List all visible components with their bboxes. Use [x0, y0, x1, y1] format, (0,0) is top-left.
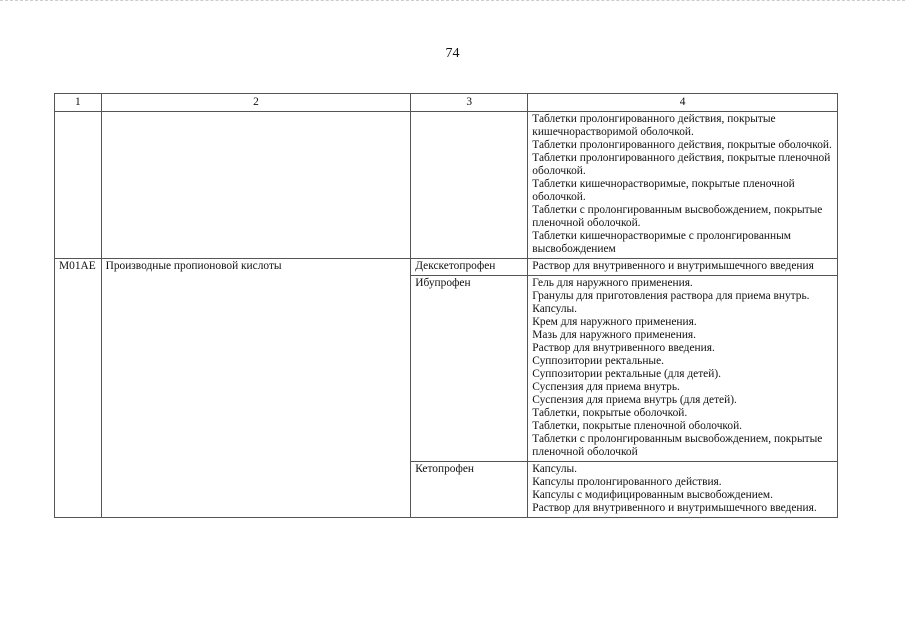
- dosage-form: Суспензия для приема внутрь (для детей).: [532, 394, 737, 406]
- dosage-form: Таблетки кишечнорастворимые, покрытые пленочной оболочкой.: [532, 178, 795, 203]
- dosage-form: Таблетки пролонгированного действия, покрытые оболочкой.: [532, 139, 832, 151]
- drug-table: [54, 93, 838, 518]
- dosage-forms-cell: [528, 276, 838, 462]
- drug-name-cell: Декскетопрофен: [411, 259, 528, 276]
- dosage-form: Крем для наружного применения.: [532, 316, 697, 328]
- column-header: 1: [55, 94, 102, 112]
- dosage-form: Таблетки пролонгированного действия, покрытые кишечнорастворимой оболочкой.: [532, 113, 776, 138]
- dosage-form: Суппозитории ректальные (для детей).: [532, 368, 721, 380]
- dosage-form: Суппозитории ректальные.: [532, 355, 664, 367]
- group-name-cell: Производные пропионовой кислоты: [101, 259, 411, 518]
- atc-code-cell: M01AE: [55, 259, 102, 518]
- empty-group-cell: [101, 112, 411, 259]
- dosage-form: Гранулы для приготовления раствора для приема внутрь.: [532, 290, 810, 302]
- dosage-form: Капсулы.: [532, 463, 578, 475]
- dosage-form: Раствор для внутривенного введения.: [532, 342, 715, 354]
- dosage-form: Капсулы с модифицированным высвобождением.: [532, 489, 773, 501]
- dosage-forms-cell: [528, 112, 838, 259]
- dosage-form: Таблетки, покрытые оболочкой.: [532, 407, 688, 419]
- dosage-form: Таблетки, покрытые пленочной оболочкой.: [532, 420, 743, 432]
- column-header: 4: [528, 94, 838, 112]
- dosage-form: Капсулы пролонгированного действия.: [532, 476, 722, 488]
- page-number: 74: [445, 46, 460, 61]
- dosage-form: Капсулы.: [532, 303, 578, 315]
- empty-drug-cell: [411, 112, 528, 259]
- dosage-form: Таблетки пролонгированного действия, покрытые пленочной оболочкой.: [532, 152, 831, 177]
- scan-edge: [0, 0, 905, 3]
- table-row-continuation: [55, 112, 838, 259]
- table-header-row: [55, 94, 838, 112]
- dosage-form: Мазь для наружного применения.: [532, 329, 697, 341]
- drug-name-cell: Ибупрофен: [411, 276, 528, 462]
- dosage-form: Суспензия для приема внутрь.: [532, 381, 680, 393]
- table-row-drug: [55, 259, 838, 276]
- dosage-form: Таблетки с пролонгированным высвобождением, покрытые пленочной оболочкой.: [532, 204, 823, 229]
- dosage-form: Таблетки кишечнорастворимые с пролонгированным высвобождением: [532, 230, 791, 255]
- dosage-forms-cell: [528, 259, 838, 276]
- column-header: 3: [411, 94, 528, 112]
- column-header: 2: [101, 94, 411, 112]
- dosage-forms-cell: [528, 462, 838, 518]
- dosage-form: Гель для наружного применения.: [532, 277, 693, 289]
- dosage-form: Раствор для внутривенного и внутримышечного введения: [532, 260, 814, 272]
- dosage-form: Таблетки с пролонгированным высвобождением, покрытые пленочной оболочкой: [532, 433, 823, 458]
- dosage-form: Раствор для внутривенного и внутримышечного введения.: [532, 502, 817, 514]
- drug-name-cell: Кетопрофен: [411, 462, 528, 518]
- empty-code-cell: [55, 112, 102, 259]
